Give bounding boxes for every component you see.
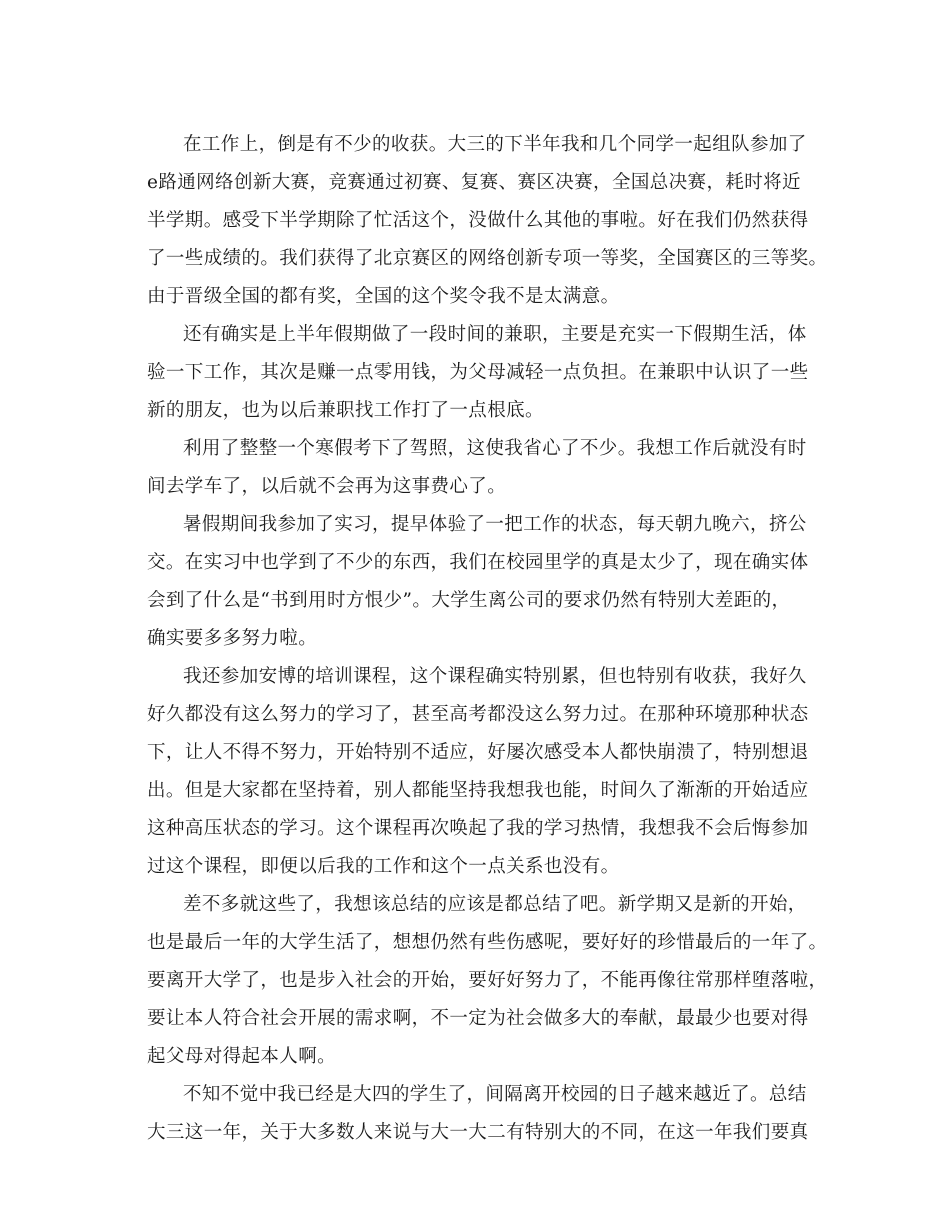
text-line: 由于晋级全国的都有奖，全国的这个奖令我不是太满意。 bbox=[147, 286, 620, 307]
text-line: 好久都没有这么努力的学习了，甚至高考都没这么努力过。在那种环境那种状态 bbox=[147, 704, 809, 725]
text-line: 出。但是大家都在坚持着，别人都能坚持我想我也能，时间久了渐渐的开始适应 bbox=[147, 780, 809, 801]
text-line: 新的朋友，也为以后兼职找工作打了一点根底。 bbox=[147, 400, 544, 421]
text-line: 利用了整整一个寒假考下了驾照，这使我省心了不少。我想工作后就没有时 bbox=[183, 438, 807, 459]
text-line: 了一些成绩的。我们获得了北京赛区的网络创新专项一等奖，全国赛区的三等奖。 bbox=[147, 248, 828, 269]
paragraph bbox=[147, 126, 828, 316]
text-line: 起父母对得起本人啊。 bbox=[147, 1046, 337, 1067]
paragraph bbox=[147, 658, 817, 886]
text-line: 要让本人符合社会开展的需求啊，不一定为社会做多大的奉献，最最少也要对得 bbox=[147, 1008, 809, 1029]
paragraph bbox=[147, 886, 828, 1076]
text-line: 暑假期间我参加了实习，提早体验了一把工作的状态，每天朝九晚六，挤公 bbox=[183, 514, 807, 535]
paragraph bbox=[147, 1076, 817, 1152]
text-line: 也是最后一年的大学生活了，想想仍然有些伤感呢，要好好的珍惜最后的一年了。 bbox=[147, 932, 828, 953]
text-line: 我还参加安博的培训课程，这个课程确实特别累，但也特别有收获，我好久 bbox=[183, 666, 807, 687]
paragraph bbox=[147, 316, 817, 430]
paragraph bbox=[147, 506, 817, 658]
text-line: 验一下工作，其次是赚一点零用钱，为父母减轻一点负担。在兼职中认识了一些 bbox=[147, 362, 809, 383]
text-line: e路通网络创新大赛，竞赛通过初赛、复赛、赛区决赛，全国总决赛，耗时将近 bbox=[147, 172, 801, 193]
text-line: 交。在实习中也学到了不少的东西，我们在校园里学的真是太少了，现在确实体 bbox=[147, 552, 809, 573]
text-line: 间去学车了，以后就不会再为这事费心了。 bbox=[147, 476, 507, 497]
text-line: 下，让人不得不努力，开始特别不适应，好屡次感受本人都快崩溃了，特别想退 bbox=[147, 742, 809, 763]
text-line: 大三这一年，关于大多数人来说与大一大二有特别大的不同，在这一年我们要真 bbox=[147, 1122, 809, 1143]
text-line: 要离开大学了，也是步入社会的开始，要好好努力了，不能再像往常那样堕落啦， bbox=[147, 970, 828, 991]
text-line: 不知不觉中我已经是大四的学生了，间隔离开校园的日子越来越近了。总结 bbox=[183, 1084, 807, 1105]
text-line: 半学期。感受下半学期除了忙活这个，没做什么其他的事啦。好在我们仍然获得 bbox=[147, 210, 809, 231]
text-line: 确实要多多努力啦。 bbox=[147, 628, 318, 649]
text-line: 这种高压状态的学习。这个课程再次唤起了我的学习热情，我想我不会后悔参加 bbox=[147, 818, 809, 839]
text-line: 过这个课程，即便以后我的工作和这个一点关系也没有。 bbox=[147, 856, 620, 877]
paragraph bbox=[147, 430, 817, 506]
text-line: 在工作上，倒是有不少的收获。大三的下半年我和几个同学一起组队参加了 bbox=[183, 134, 807, 155]
text-line: 还有确实是上半年假期做了一段时间的兼职，主要是充实一下假期生活，体 bbox=[183, 324, 807, 345]
text-line: 会到了什么是“书到用时方恨少”。大学生离公司的要求仍然有特别大差距的， bbox=[147, 590, 791, 611]
text-line: 差不多就这些了，我想该总结的应该是都总结了吧。新学期又是新的开始， bbox=[183, 894, 807, 915]
document-body bbox=[147, 126, 828, 1152]
